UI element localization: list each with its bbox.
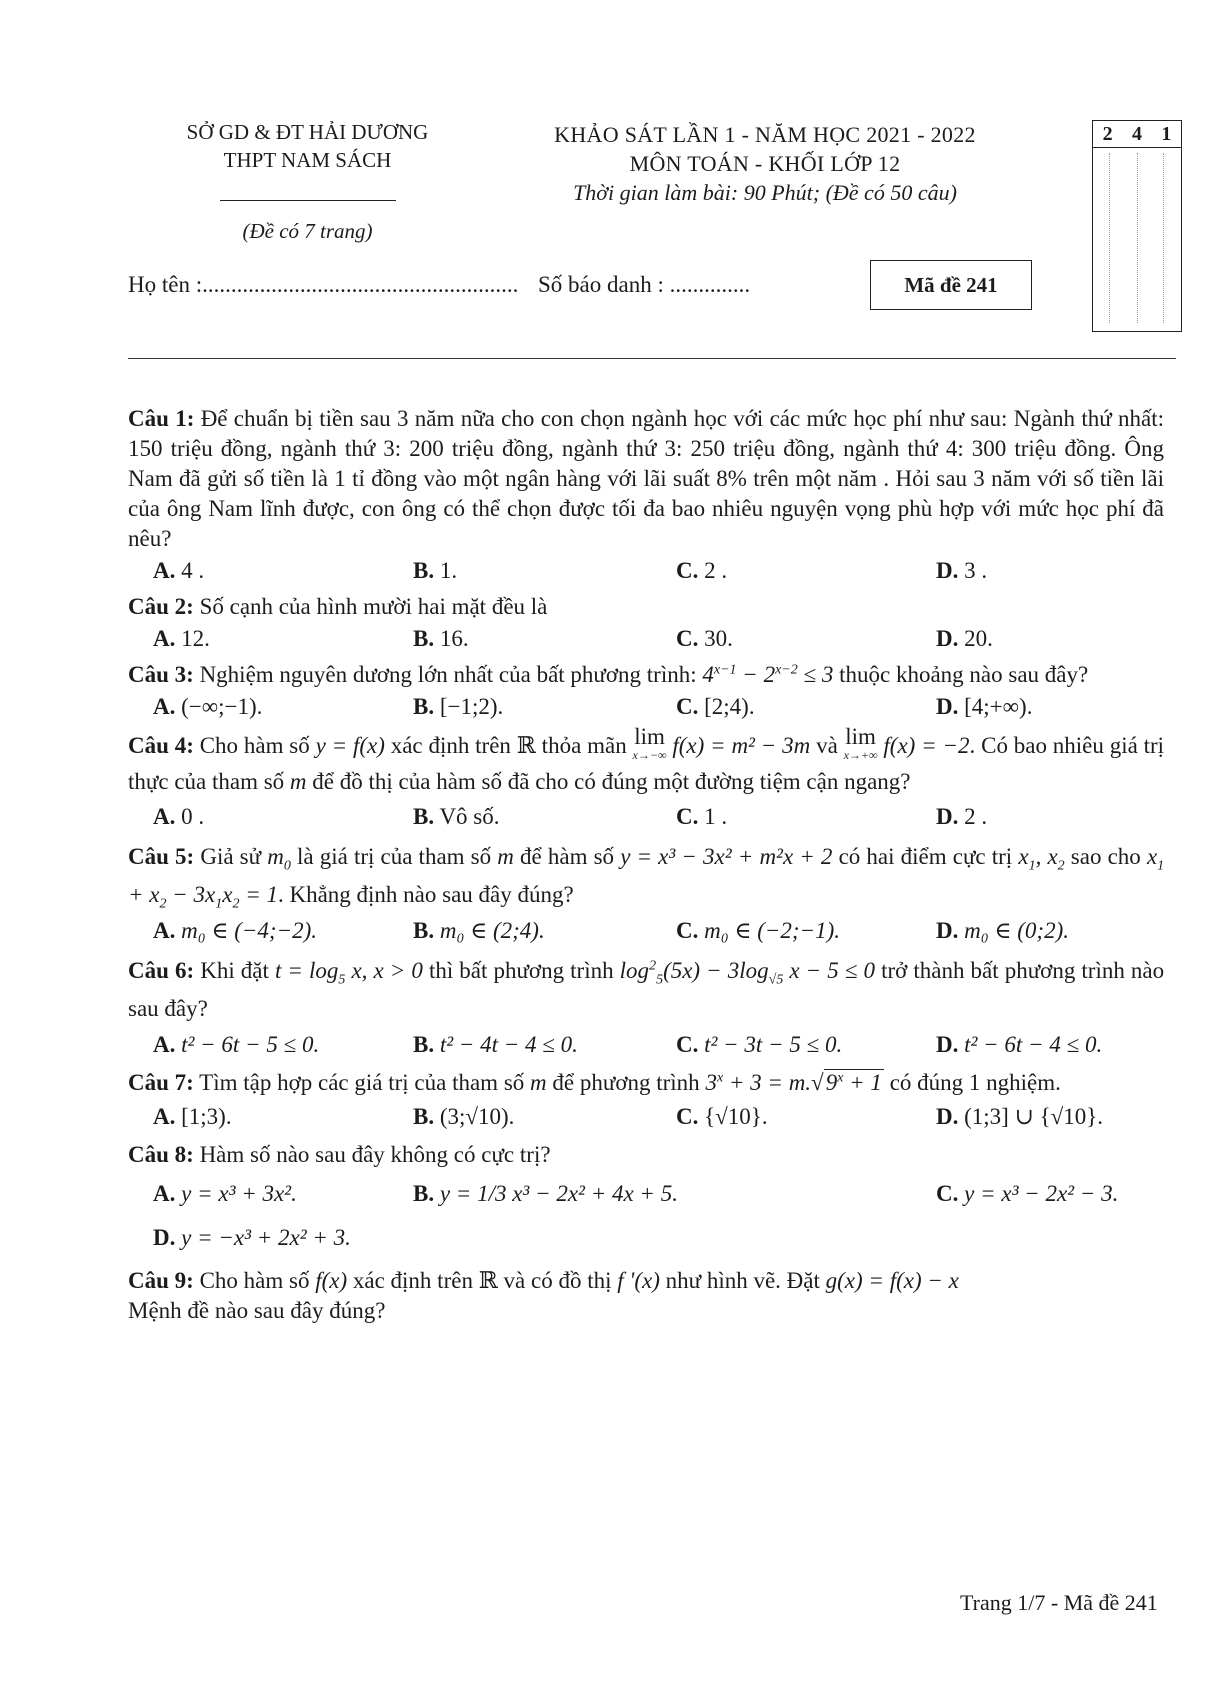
option-d: D. 20.	[936, 626, 993, 651]
option-b: B. (3;√10).	[413, 1104, 515, 1129]
option-a: A. y = x³ + 3x².	[153, 1181, 297, 1206]
header-left	[150, 118, 465, 245]
option-a: A. m₀ ∈ (−4;−2).	[153, 918, 318, 943]
code-digits	[1093, 121, 1181, 148]
header-divider	[220, 200, 396, 201]
option-d: D. [4;+∞).	[936, 694, 1033, 719]
option-c: C. {√10}.	[676, 1104, 768, 1129]
question-number: Câu 6:	[128, 958, 195, 983]
option-c: C. t² − 3t − 5 ≤ 0.	[676, 1032, 843, 1057]
option-d: D. y = −x³ + 2x² + 3.	[153, 1225, 351, 1250]
option-c: C. 30.	[676, 626, 733, 651]
question-text: Số cạnh của hình mười hai mặt đều là	[199, 594, 548, 619]
exam-title: KHẢO SÁT LẦN 1 - NĂM HỌC 2021 - 2022	[554, 122, 976, 147]
inequality: $4^{x-1} - 2^{x-2} \le 3$	[702, 662, 834, 687]
options-4	[153, 802, 1164, 832]
question-text: Hàm số nào sau đây không có cực trị?	[199, 1142, 551, 1167]
page-count-note: (Đề có 7 trang)	[242, 219, 373, 243]
question-number: Câu 1:	[128, 406, 195, 431]
header-separator	[128, 358, 1176, 359]
option-d: D. 3 .	[936, 558, 988, 583]
student-name-field: Họ tên :.......................................................	[128, 272, 519, 297]
option-b: B. Vô số.	[413, 804, 500, 829]
code-column	[1109, 153, 1112, 323]
header-center	[520, 120, 1010, 207]
school-name: THPT NAM SÁCH	[223, 148, 392, 172]
question-number: Câu 9:	[128, 1268, 194, 1293]
option-b: B. 1.	[413, 558, 458, 583]
option-b: B. m₀ ∈ (2;4).	[413, 918, 545, 943]
code-digit: 1	[1161, 123, 1172, 145]
question-number: Câu 5:	[128, 844, 195, 869]
question-9: Câu 9: Cho hàm số f(x) xác định trên ℝ và có đồ thị f '(x) như hình vẽ. Đặt g(x) = f(x) − x Mệnh đề nào sau đây đúng?	[128, 1268, 959, 1323]
option-d: D. t² − 6t − 4 ≤ 0.	[936, 1032, 1103, 1057]
question-8	[128, 1140, 1164, 1170]
question-7: Câu 7: Tìm tập hợp các giá trị của tham số m để phương trình $3^x + 3 = m.√9^x + 1$ có đúng 1 nghiệm.	[128, 1070, 1061, 1095]
option-a: A. 0 .	[153, 804, 205, 829]
question-1	[128, 404, 1164, 554]
code-column	[1163, 153, 1166, 323]
option-a: A. 4 .	[153, 558, 205, 583]
code-column	[1137, 153, 1140, 323]
question-number: Câu 8:	[128, 1142, 194, 1167]
option-a: A. 12.	[153, 626, 210, 651]
option-b: B. y = 1/3 x³ − 2x² + 4x + 5.	[413, 1181, 678, 1206]
option-c: C. [2;4).	[676, 694, 755, 719]
question-number: Câu 7:	[128, 1070, 194, 1095]
question-text: Để chuẩn bị tiền sau 3 năm nữa cho con chọn ngành học với các mức học phí như sau: Ngành thứ nhất: 150 triệu đồng, ngành thứ 3: 200 triệu đồng, ngành thứ 3: 250 triệu đồng, ngành thứ 4: 300 triệu đồng. Ông Nam đã gửi số tiền là 1 tỉ đồng vào một ngân hàng với lãi suất 8% trên một năm . Hỏi sau 3 năm với số tiền lãi của ông Nam lĩnh được, con ông có thể chọn được tối đa bao nhiêu nguyện vọng phù hợp với mức học phí đã nêu?	[128, 406, 1165, 551]
options-7	[153, 1102, 1164, 1132]
options-6	[153, 1030, 1164, 1060]
option-d: D. m₀ ∈ (0;2).	[936, 918, 1069, 943]
questions	[128, 404, 1164, 1326]
option-a: A. [1;3).	[153, 1104, 232, 1129]
subject-title: MÔN TOÁN - KHỐI LỚP 12	[629, 151, 901, 176]
option-d: D. 2 .	[936, 804, 988, 829]
question-2	[128, 592, 1164, 622]
option-b: B. [−1;2).	[413, 694, 504, 719]
question-5: Câu 5: Giả sử $m_0$ là giá trị của tham số m để hàm số y = x³ − 3x² + m²x + 2 có hai điểm cực trị $x_1$, $x_2$ sao cho $x_1 + x_2 - 3x_1x_2 = 1$. Khẳng định nào sau đây đúng?	[128, 844, 1165, 912]
question-4: Câu 4: Cho hàm số y = f(x) xác định trên ℝ thỏa mãn lim x→−∞ f(x) = m² − 3m và lim x→+∞ f(x) = −2. Có bao nhiêu giá trị thực của tham số m để đồ thị của hàm số đã cho có đúng một đường tiệm cận ngang?	[128, 724, 1165, 794]
exam-code-box: Mã đề 241	[870, 260, 1032, 310]
code-grid	[1092, 120, 1182, 332]
question-number: Câu 2:	[128, 594, 194, 619]
question-3: Câu 3: Nghiệm nguyên dương lớn nhất của bất phương trình: $4^{x-1} - 2^{x-2} \le 3$ thuộc khoảng nào sau đây?	[128, 662, 1089, 687]
question-6: Câu 6: Khi đặt $t = \log_5 x$, x > 0 thì bất phương trình $\log^2_5(5x) - 3\log_{√5}$ x − 5 ≤ 0 trở thành bất phương trình nào sau đây?	[128, 958, 1165, 1021]
option-d: D. (1;3] ∪ {√10}.	[936, 1104, 1104, 1129]
options-1	[153, 556, 1164, 586]
option-c: C. m₀ ∈ (−2;−1).	[676, 918, 841, 943]
option-b: B. 16.	[413, 626, 469, 651]
option-c: C. y = x³ − 2x² − 3.	[936, 1181, 1119, 1206]
option-b: B. t² − 4t − 4 ≤ 0.	[413, 1032, 578, 1057]
department: SỞ GD & ĐT HẢI DƯƠNG	[186, 120, 429, 144]
code-digit: 4	[1131, 123, 1142, 145]
question-number: Câu 4:	[128, 733, 194, 758]
options-8	[153, 1172, 1164, 1260]
question-number: Câu 3:	[128, 662, 194, 687]
option-a: A. t² − 6t − 5 ≤ 0.	[153, 1032, 320, 1057]
option-c: C. 1 .	[676, 804, 728, 829]
options-3	[153, 692, 1164, 722]
options-5	[153, 916, 1164, 946]
option-a: A. (−∞;−1).	[153, 694, 263, 719]
time-note: Thời gian làm bài: 90 Phút; (Đề có 50 câu)	[573, 180, 957, 205]
options-2	[153, 624, 1164, 654]
candidate-number-field: Số báo danh : ..............	[538, 272, 751, 297]
code-digit: 2	[1102, 123, 1113, 145]
option-c: C. 2 .	[676, 558, 728, 583]
page-footer: Trang 1/7 - Mã đề 241	[960, 1590, 1158, 1615]
